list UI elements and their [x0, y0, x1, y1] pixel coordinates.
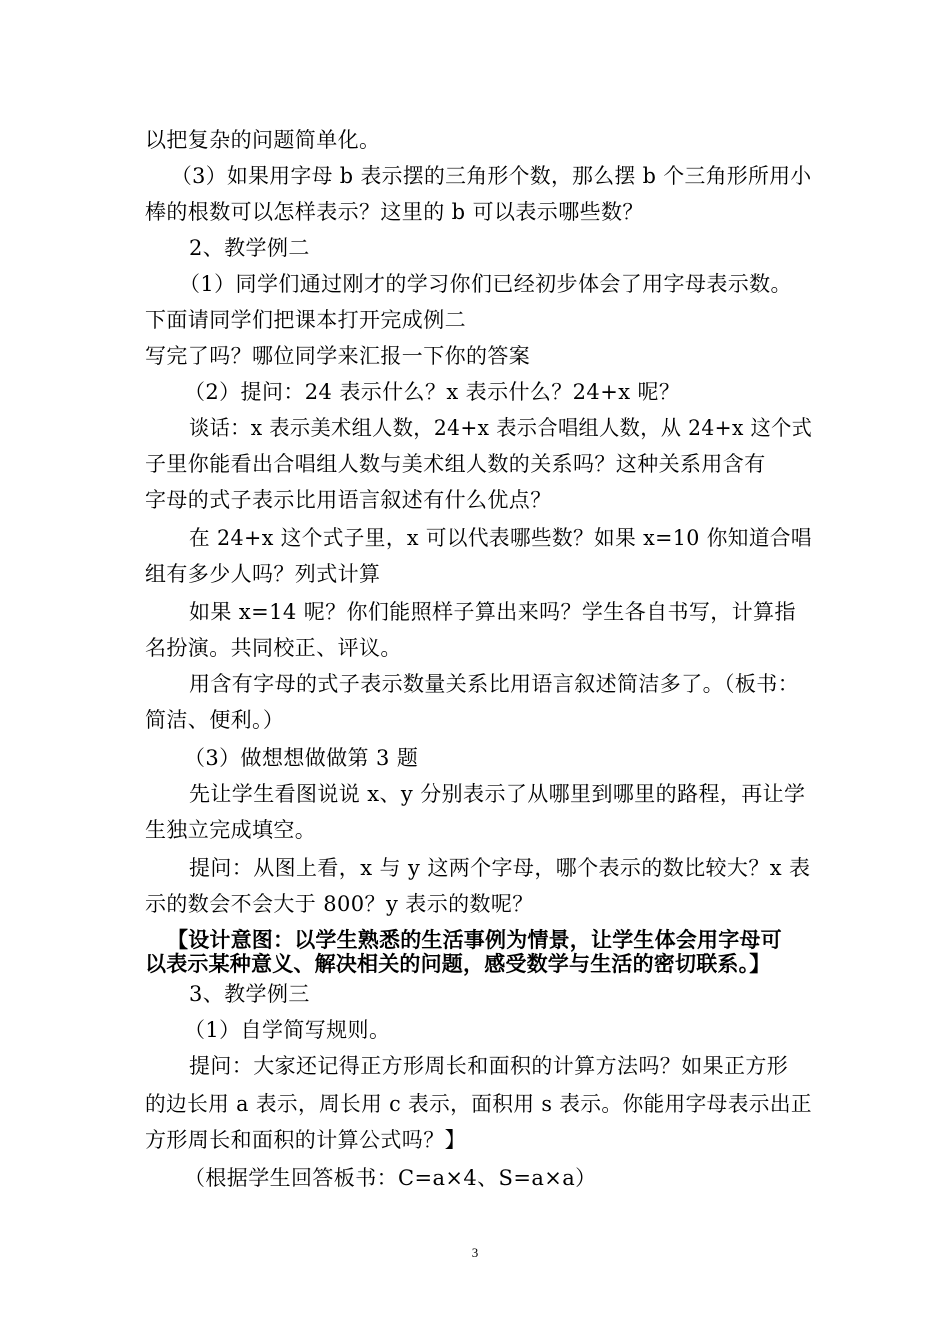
page-number: 3	[471, 1245, 479, 1260]
section-heading: 3、教学例三	[189, 982, 310, 1006]
paragraph-line: 在 24+x 这个式子里，x 可以代表哪些数？如果 x=10 你知道合唱	[189, 526, 812, 550]
paragraph-line: （2）提问：24 表示什么？x 表示什么？24+x 呢？	[184, 380, 681, 404]
paragraph-line: （根据学生回答板书：C=a×4、S=a×a）	[184, 1166, 597, 1190]
paragraph-line: 以把复杂的问题简单化。	[145, 128, 381, 152]
paragraph-line: 提问：大家还记得正方形周长和面积的计算方法吗？如果正方形	[189, 1054, 789, 1078]
paragraph-line: 先让学生看图说说 x、y 分别表示了从哪里到哪里的路程，再让学	[189, 782, 806, 806]
paragraph-line: （3）做想想做做第 3 题	[184, 746, 419, 770]
paragraph-line: 提问：从图上看，x 与 y 这两个字母，哪个表示的数比较大？x 表	[189, 856, 811, 880]
design-intent-line: 【设计意图：以学生熟悉的生活事例为情景，让学生体会用字母可	[167, 928, 782, 952]
paragraph-line: （1）自学简写规则。	[184, 1018, 391, 1042]
paragraph-line: 示的数会不会大于 800？y 表示的数呢？	[145, 892, 534, 916]
paragraph-line: 如果 x=14 呢？你们能照样子算出来吗？学生各自书写，计算指	[189, 600, 796, 624]
paragraph-line: 子里你能看出合唱组人数与美术组人数的关系吗？这种关系用含有	[145, 452, 766, 476]
paragraph-line: （3）如果用字母 b 表示摆的三角形个数，那么摆 b 个三角形所用小	[171, 164, 812, 188]
paragraph-line: 谈话：x 表示美术组人数，24+x 表示合唱组人数，从 24+x 这个式	[189, 416, 813, 440]
section-heading: 2、教学例二	[189, 236, 310, 260]
paragraph-line: （1）同学们通过刚才的学习你们已经初步体会了用字母表示数。	[179, 272, 792, 296]
paragraph-line: 字母的式子表示比用语言叙述有什么优点？	[145, 488, 552, 512]
paragraph-line: 名扮演。共同校正、评议。	[145, 636, 402, 660]
design-intent-line: 以表示某种意义、解决相关的问题，感受数学与生活的密切联系。】	[145, 952, 771, 976]
paragraph-line: 的边长用 a 表示，周长用 c 表示，面积用 s 表示。你能用字母表示出正	[145, 1092, 812, 1116]
paragraph-line: 方形周长和面积的计算公式吗？】	[145, 1128, 466, 1152]
paragraph-line: 简洁、便利。）	[145, 708, 285, 732]
paragraph-line: 生独立完成填空。	[145, 818, 317, 842]
paragraph-line: 用含有字母的式子表示数量关系比用语言叙述简洁多了。（板书：	[189, 672, 800, 696]
paragraph-line: 组有多少人吗？列式计算	[145, 562, 381, 586]
paragraph-line: 下面请同学们把课本打开完成例二	[145, 308, 466, 332]
paragraph-line: 棒的根数可以怎样表示？这里的 b 可以表示哪些数？	[145, 200, 644, 224]
paragraph-line: 写完了吗？哪位同学来汇报一下你的答案	[145, 344, 531, 368]
